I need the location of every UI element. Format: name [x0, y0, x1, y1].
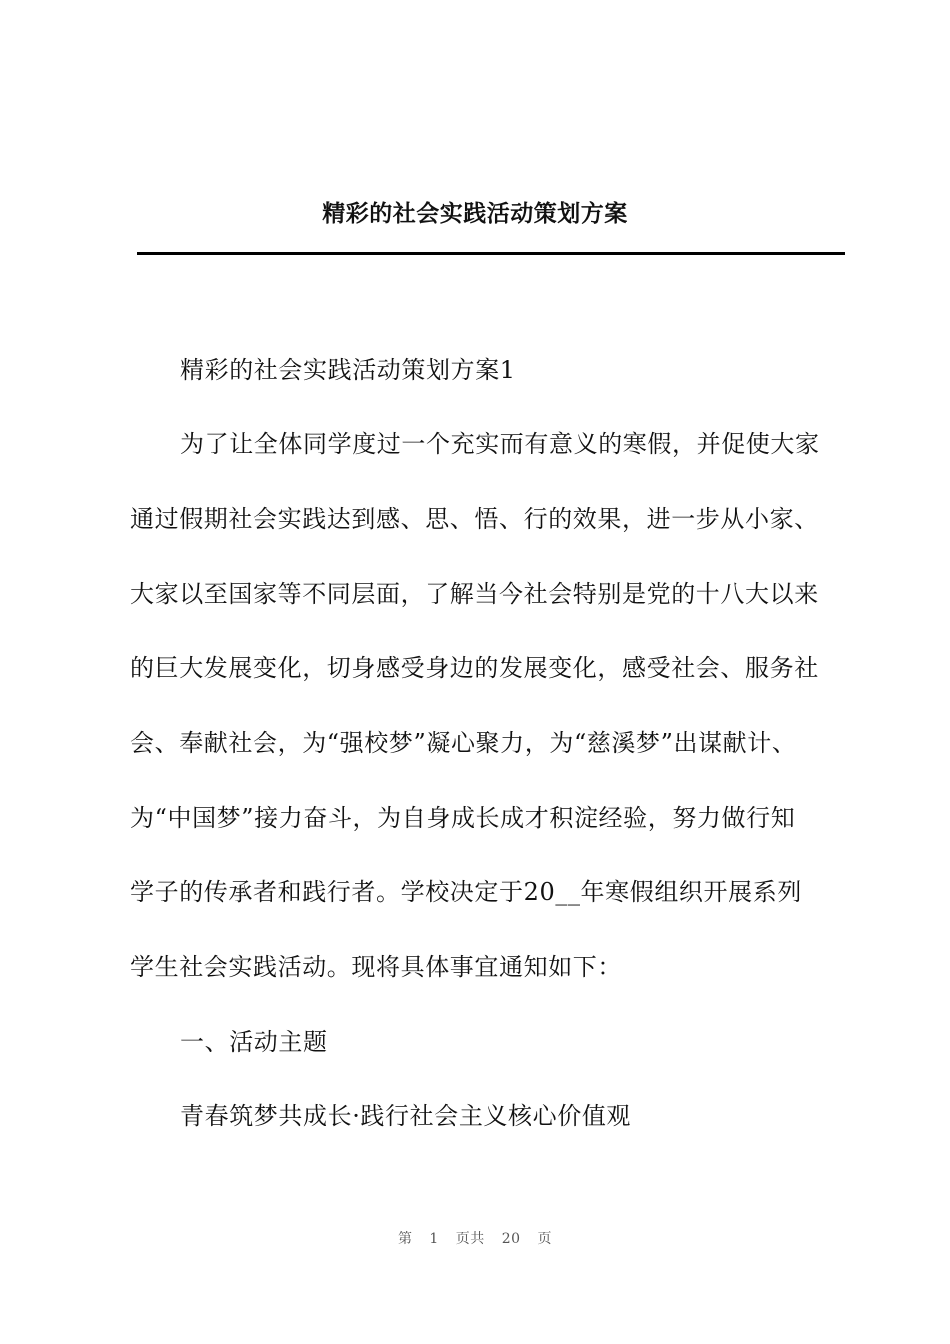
page-footer	[0, 1228, 950, 1250]
footer-prefix: 第	[397, 1231, 413, 1247]
section-subtitle: 精彩的社会实践活动策划方案1	[180, 356, 516, 384]
paragraph-line: 学子的传承者和践行者。学校决定于20__年寒假组织开展系列	[130, 878, 802, 906]
section-heading: 一、活动主题	[180, 1028, 328, 1056]
paragraph-line: 为了让全体同学度过一个充实而有意义的寒假，并促使大家	[180, 430, 820, 458]
paragraph-line: 的巨大发展变化，切身感受身边的发展变化，感受社会、服务社	[130, 654, 819, 682]
paragraph-line: 通过假期社会实践达到感、思、悟、行的效果，进一步从小家、	[130, 505, 819, 533]
footer-page-number: 1	[429, 1231, 439, 1247]
paragraph-line: 会、奉献社会，为“强校梦”凝心聚力，为“慈溪梦”出谋献计、	[130, 729, 797, 757]
paragraph-line: 大家以至国家等不同层面，了解当今社会特别是党的十八大以来	[130, 580, 819, 608]
paragraph-line: 为“中国梦”接力奋斗，为自身成长成才积淀经验，努力做行知	[130, 804, 796, 832]
footer-mid: 页共	[455, 1231, 485, 1247]
title-divider	[137, 252, 845, 255]
footer-suffix: 页	[537, 1231, 553, 1247]
document-title: 精彩的社会实践活动策划方案	[322, 200, 628, 227]
theme-line: 青春筑梦共成长·践行社会主义核心价值观	[180, 1102, 632, 1130]
paragraph-line: 学生社会实践活动。现将具体事宜通知如下：	[130, 953, 622, 981]
footer-total-pages: 20	[501, 1231, 521, 1247]
